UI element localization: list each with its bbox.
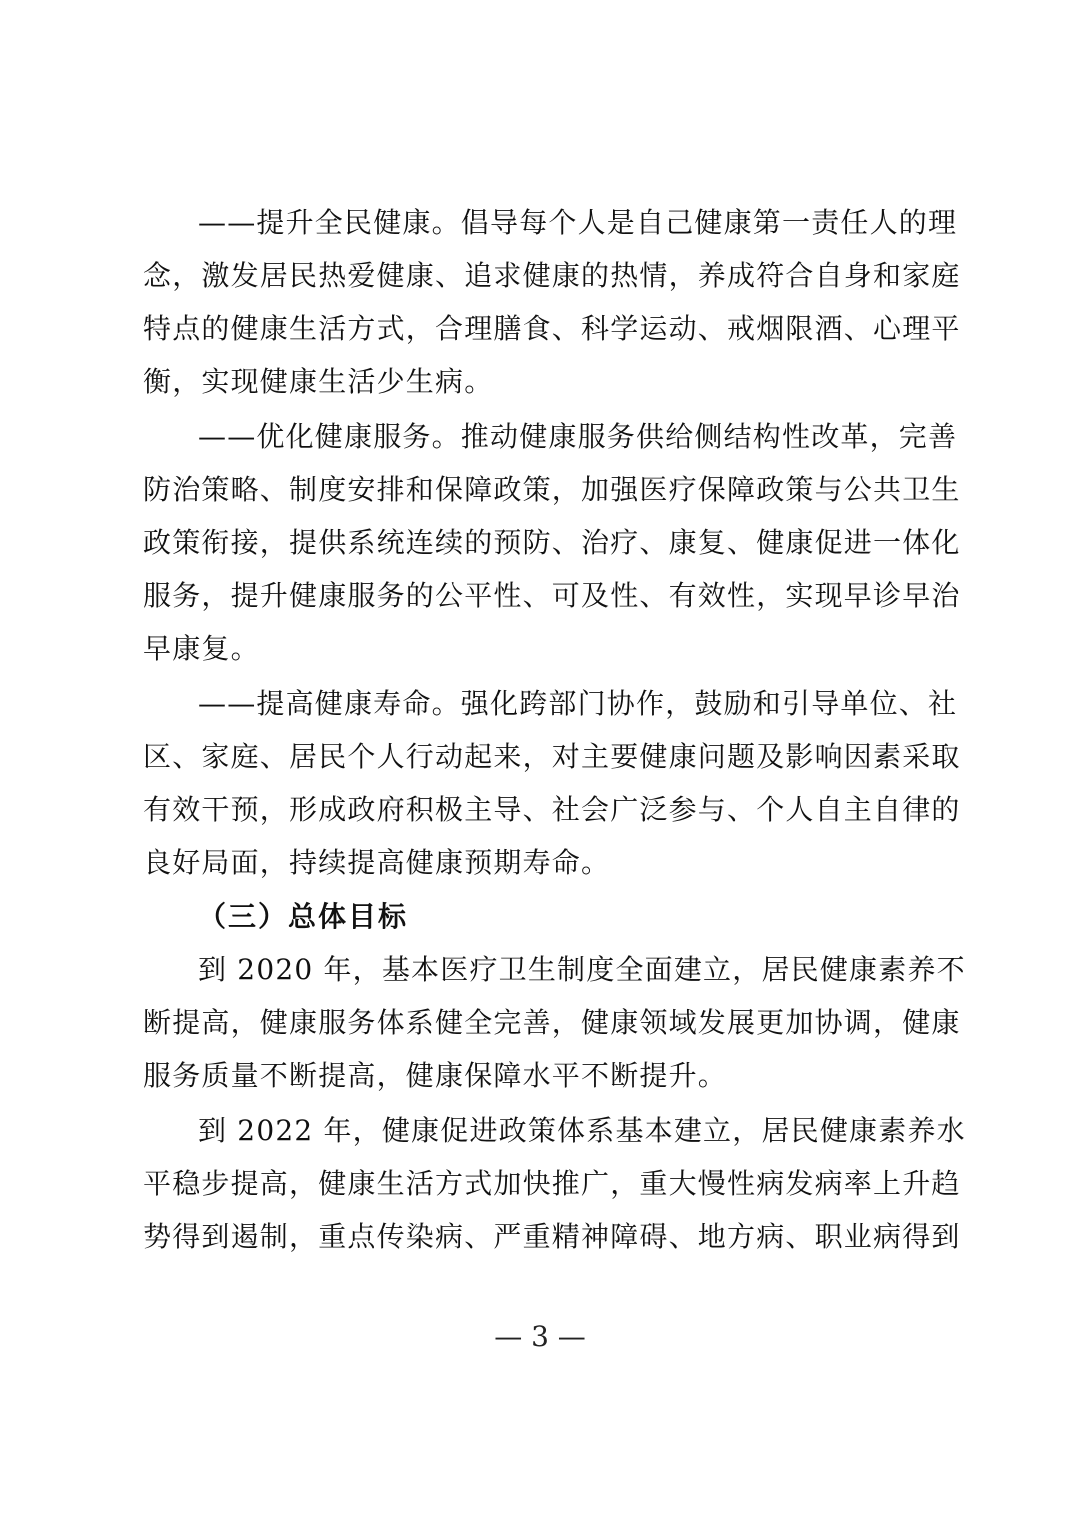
paragraph-longevity-line-1: ——提高健康寿命。强化跨部门协作，鼓励和引导单位、社 <box>198 687 958 720</box>
paragraph-optimize-services-line-1: ——优化健康服务。推动健康服务供给侧结构性改革，完善 <box>198 420 958 453</box>
paragraph-improve-health-line-4: 衡，实现健康生活少生病。 <box>143 365 494 398</box>
paragraph-longevity-line-2: 区、家庭、居民个人行动起来，对主要健康问题及影响因素采取 <box>143 740 961 773</box>
paragraph-improve-health-line-1: ——提升全民健康。倡导每个人是自己健康第一责任人的理 <box>198 206 958 239</box>
paragraph-2022-goal-line-2: 平稳步提高，健康生活方式加快推广，重大慢性病发病率上升趋 <box>143 1167 961 1200</box>
paragraph-optimize-services-line-5: 早康复。 <box>143 632 260 665</box>
paragraph-longevity-line-4: 良好局面，持续提高健康预期寿命。 <box>143 846 611 879</box>
page-number: — 3 — <box>494 1320 586 1353</box>
paragraph-2022-goal-line-3: 势得到遏制，重点传染病、严重精神障碍、地方病、职业病得到 <box>143 1220 961 1253</box>
paragraph-longevity-line-3: 有效干预，形成政府积极主导、社会广泛参与、个人自主自律的 <box>143 793 961 826</box>
paragraph-optimize-services-line-4: 服务，提升健康服务的公平性、可及性、有效性，实现早诊早治 <box>143 579 961 612</box>
paragraph-optimize-services-line-2: 防治策略、制度安排和保障政策，加强医疗保障政策与公共卫生 <box>143 473 961 506</box>
paragraph-2022-goal-line-1: 到 2022 年，健康促进政策体系基本建立，居民健康素养水 <box>198 1114 966 1147</box>
paragraph-improve-health-line-3: 特点的健康生活方式，合理膳食、科学运动、戒烟限酒、心理平 <box>143 312 961 345</box>
section-heading-overall-goals: （三）总体目标 <box>198 900 409 933</box>
paragraph-2020-goal-line-3: 服务质量不断提高，健康保障水平不断提升。 <box>143 1059 728 1092</box>
paragraph-improve-health-line-2: 念，激发居民热爱健康、追求健康的热情，养成符合自身和家庭 <box>143 259 961 292</box>
paragraph-optimize-services-line-3: 政策衔接，提供系统连续的预防、治疗、康复、健康促进一体化 <box>143 526 961 559</box>
paragraph-2020-goal-line-2: 断提高，健康服务体系健全完善，健康领域发展更加协调，健康 <box>143 1006 961 1039</box>
paragraph-2020-goal-line-1: 到 2020 年，基本医疗卫生制度全面建立，居民健康素养不 <box>198 953 966 986</box>
